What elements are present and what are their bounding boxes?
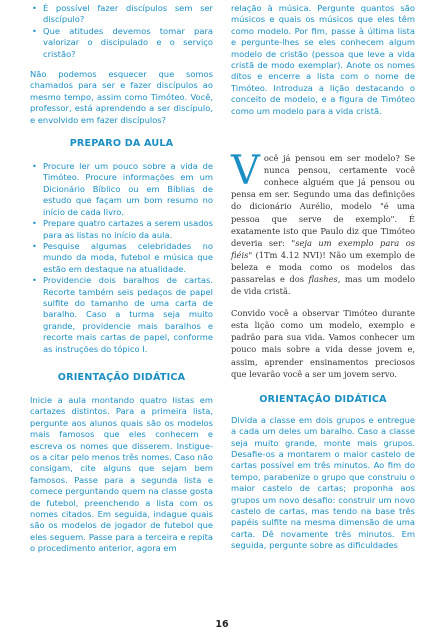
orientacao-paragraph-2: Divida a classe em dois grupos e entregue a cada um deles um baralho. Caso a classe seja muito grande, monte mais grupos. Desafie-os a montarem o maior castelo de cartas possível em três minutos. Ao fim do tempo, parabenize o grupo que construiu o maior castelo de cartas; proponha aos grupos um novo desafio: construir um novo castelo de cartas, mas tendo na base três papéis sulfite na mesma dimensão de uma carta. Dê novamente três minutos. Em seguida, pergunte sobre as dificuldades [231,414,415,551]
preparo-list [30,161,213,355]
section-heading-orientacao: ORIENTAÇÃO DIDÁTICA [57,371,186,383]
intro-paragraph: Não podemos esquecer que somos chamados para ser e fazer discípulos ao mesmo tempo, assim como Timóteo. Você, professor, está aprendendo a ser discípulo, e envolvido em fazer discípulos? [30,69,213,125]
left-column [30,0,213,555]
drop-cap: V [231,148,260,195]
list-item: • É possível fazer discípulos sem ser discípulo? [30,3,213,26]
right-column [231,0,415,552]
invitation-paragraph: Convido você a observar Timóteo durante esta lição como um modelo, exemplo e padrão para sua vida. Vamos conhecer um pouco mais sobre a vida desse jovem e, assim, aprender ensinamentos preciosos que levarão você a ser um jovem servo. [231,308,415,379]
section-heading-orientacao-2: ORIENTAÇÃO DIDÁTICA [259,393,387,405]
list-item: • Pesquise algumas celebridades no mundo da moda, futebol e música que estão em destaque na atualidade. [30,241,213,275]
section-heading-preparo: PREPARO DA AULA [69,138,174,150]
reflection-questions [30,3,213,60]
page-number: 16 [215,619,229,630]
bible-quote: "seja um exemplo para os fiéis" [231,237,415,260]
orientacao-paragraph: Inicie a aula montando quatro listas em cartazes distintos. Para a primeira lista, pergunte aos alunos quais são os modelos mais famosos que eles conhecem e escreva os nomes que disserem. Instigue-os a citar pelo menos três nomes. Caso não consigam, cite alguns que sejam bem famosos. Passe para a segunda lista e comece perguntando quem na classe gosta de futebol, preenchendo a lista com os nomes citados. Em seguida, indague quais são os modelos de jogador de futebol que eles seguem. Passe para a terceira e repita o procedimento anterior, agora em [30,394,213,554]
continued-paragraph: relação à música. Pergunte quantos são músicos e quais os músicos que eles têm como modelo. Por fim, passe à última lista e pergunte-lhes se eles conhecem algum modelo de cristão (pessoa que leve a vida cristã de modo exemplar). Anote os nomes ditos e encerre a lista com o nome de Timóteo. Introduza a lição destacando o conceito de modelo, e a figura de Timóteo como um modelo para a vida cristã. [231,3,415,116]
list-item: • Prepare quatro cartazes a serem usados para as listas no início da aula. [30,218,213,241]
list-item: • Que atitudes devemos tomar para valorizar o discipulado e o serviço cristão? [30,26,213,60]
lesson-introduction: Você já pensou em ser modelo? Se nunca pensou, certamente você conhece alguém que já pensou ou pensa em ser. Segundo uma das definições do dicionário Aurélio, modelo "é uma pessoa que serve de exemplo". É exatamente isto que Paulo diz que Timóteo deveria ser: "seja um exemplo para os fiéis" (1Tm 4.12 NVI)! Não um exemplo de beleza e moda como os modelos das passarelas e dos flashes, mas um modelo de vida cristã. [231,148,415,297]
list-item: • Procure ler um pouco sobre a vida de Timóteo. Procure informações em um Dicionário Bíblico ou em Bíblias de estudo que façam um bom resumo no início de cada livro. [30,161,213,218]
list-item: • Providencie dois baralhos de cartas. Recorte também seis pedaços de papel sulfite do tamanho de uma carta de baralho. Caso a turma seja muito grande, providencie mais baralhos e recorte mais cartas de papel, conforme as instruções do tópico I. [30,275,213,355]
